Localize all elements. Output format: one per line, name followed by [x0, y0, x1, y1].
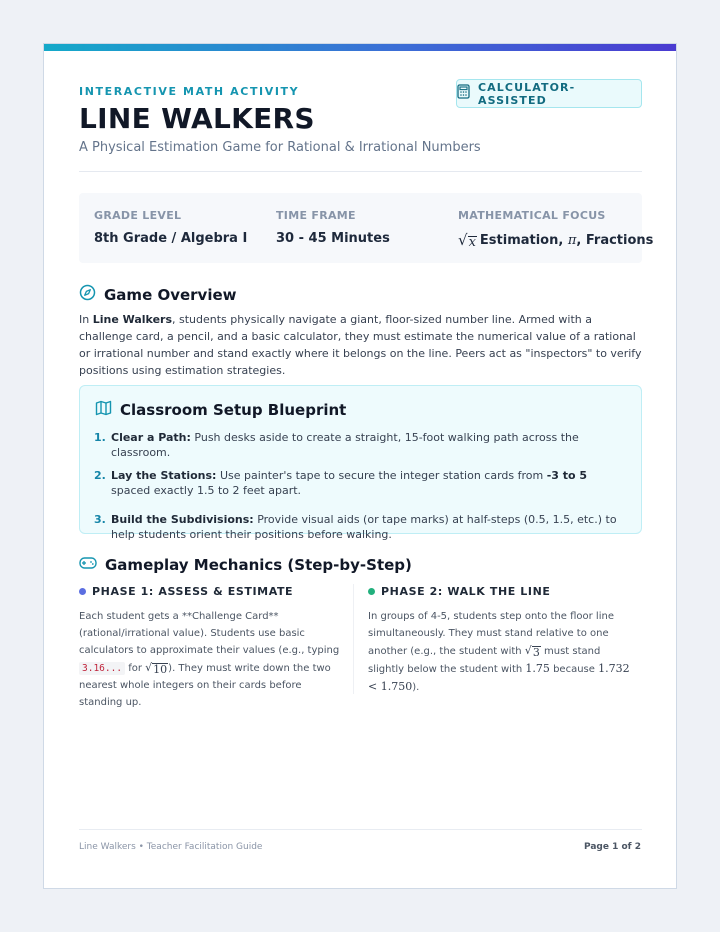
sqrt-x-expression: √ x — [458, 231, 476, 250]
phase-2-text: In groups of 4-5, students step onto the floor line simultaneously. They must stand relative to one another (e.g., the student with √ 3 must stand slightly below the student with 1.75 because 1.732 < 1.750). — [368, 611, 630, 693]
meta-grade-label: GRADE LEVEL — [94, 209, 182, 222]
page-subtitle: A Physical Estimation Game for Rational & Irrational Numbers — [79, 140, 481, 155]
phase-1-column — [79, 585, 341, 711]
compass-icon — [79, 284, 96, 305]
meta-time-value: 30 - 45 Minutes — [276, 231, 390, 246]
header-divider — [79, 171, 642, 172]
accent-bar — [44, 44, 676, 51]
setup-step: 2. Lay the Stations: Use painter's tape to secure the integer station cards from -3 to 5 spaced exactly 1.5 to 2 feet apart. — [94, 469, 588, 497]
meta-time-label: TIME FRAME — [276, 209, 356, 222]
phase-1-dot — [79, 588, 86, 595]
document-page — [43, 43, 677, 889]
pi-symbol: π — [567, 232, 577, 248]
gameplay-heading — [79, 556, 412, 574]
focus-text-a: Estimation, — [479, 232, 568, 248]
setup-title: Classroom Setup Blueprint — [120, 401, 347, 419]
footer-divider — [79, 829, 642, 830]
meta-grade — [94, 209, 247, 246]
calculator-badge — [456, 79, 642, 108]
setup-blueprint-card — [79, 385, 642, 541]
meta-time — [276, 209, 390, 246]
setup-step: 1. Clear a Path: Push desks aside to create a straight, 15-foot walking path across the classroom. — [94, 431, 579, 459]
setup-steps-list — [94, 430, 629, 550]
meta-focus — [458, 209, 653, 249]
phase-2-dot — [368, 588, 375, 595]
setup-heading — [95, 400, 346, 420]
kicker-label: INTERACTIVE MATH ACTIVITY — [79, 85, 300, 98]
meta-focus-value — [458, 231, 653, 249]
sqrt-3-expression: √ 3 — [524, 644, 540, 659]
phase-2-heading: PHASE 2: WALK THE LINE — [368, 585, 630, 598]
gamepad-icon — [79, 556, 97, 574]
game-name: Line Walkers — [92, 313, 173, 326]
overview-heading — [79, 284, 237, 305]
map-icon — [95, 400, 112, 420]
column-divider — [353, 584, 354, 694]
setup-step: 3. Build the Subdivisions: Provide visual aids (or tape marks) at half-steps (0.5, 1.5, etc.) to help students orient their positions before walking. — [94, 513, 617, 541]
overview-title: Game Overview — [104, 285, 237, 304]
gameplay-title: Gameplay Mechanics (Step-by-Step) — [105, 556, 412, 574]
footer-guide-label: Line Walkers • Teacher Facilitation Guide — [79, 842, 263, 852]
calculator-entry-code: 3.16... — [79, 662, 125, 675]
calculator-icon — [457, 84, 470, 104]
meta-panel — [79, 193, 654, 263]
phase-1-text: Each student gets a **Challenge Card** (rational/irrational value). Students use basic calculators to approximate their values (e.g., typing 3.16... for √ 10 ). They must write down the two nearest whole integers on their cards before standing up. — [79, 611, 340, 708]
sqrt-10-expression: √ 10 — [145, 661, 168, 676]
overview-paragraph: In Line Walkers, students physically navigate a giant, floor-sized number line. Armed with a challenge card, a pencil, and a basic calculator, they must estimate the numerical value of a rational or irrational number and stand exactly where it belongs on the line. Peers act as "inspectors" to verify positions using estimation strategies. — [79, 313, 642, 377]
focus-text-b: , Fractions — [576, 232, 654, 248]
phase-1-heading: PHASE 1: ASSESS & ESTIMATE — [79, 585, 341, 598]
phase-2-column — [368, 585, 630, 696]
page-number: Page 1 of 2 — [584, 842, 641, 852]
meta-grade-value: 8th Grade / Algebra I — [94, 231, 248, 246]
meta-focus-label: MATHEMATICAL FOCUS — [458, 209, 606, 222]
page-title: LINE WALKERS — [79, 102, 315, 135]
badge-label: CALCULATOR-ASSISTED — [478, 80, 576, 107]
